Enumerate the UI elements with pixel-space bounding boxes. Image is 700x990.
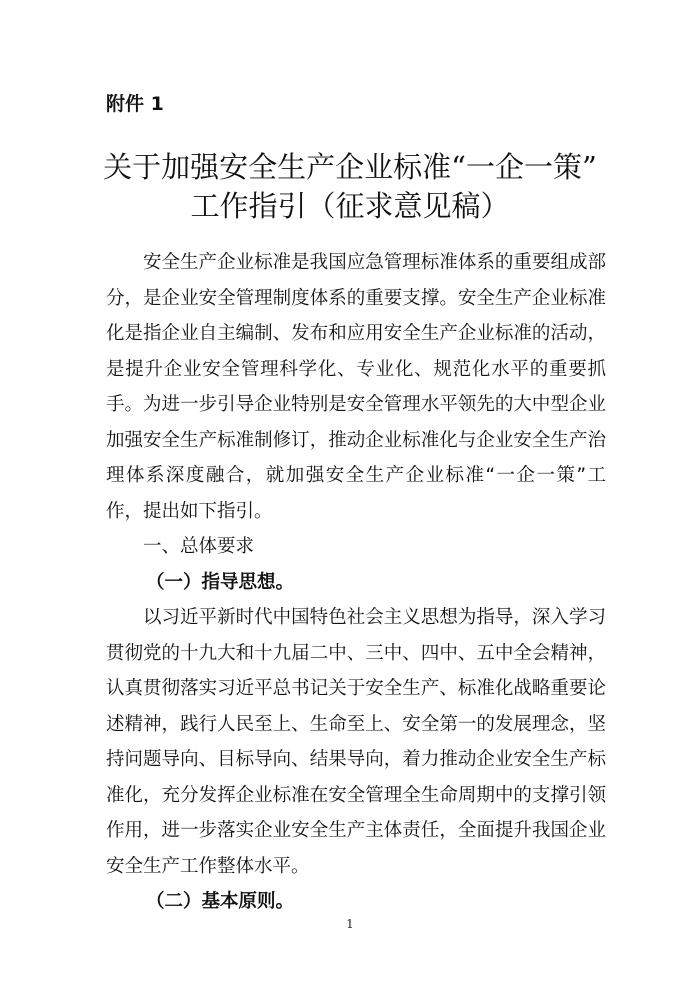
guiding-ideology-paragraph: 以习近平新时代中国特色社会主义思想为指导，深入学习贯彻党的十九大和十九届二中、三中、四中、五中全会精神，认真贯彻落实习近平总书记关于安全生产、标准化战略重要论述精神，践行人民至上、生命至上、安全第一的发展理念，坚持问题导向、目标导向、结果导向，着力推动企业安全生产标准化，充分发挥企业标准在安全管理全生命周期中的支撑引领作用，进一步落实企业安全生产主体责任，全面提升我国企业安全生产工作整体水平。 [106,607,606,877]
section-heading-general-requirements: 一、总体要求 [143,536,255,557]
document-body [106,245,606,920]
subsection-heading-guiding-ideology: （一）指导思想。 [146,571,295,593]
intro-paragraph: 安全生产企业标准是我国应急管理标准体系的重要组成部分，是企业安全管理制度体系的重要支撑。安全生产企业标准化是指企业自主编制、发布和应用安全生产企业标准的活动，是提升企业安全管理科学化、专业化、规范化水平的重要抓手。为进一步引导企业特别是安全管理水平领先的大中型企业加强安全生产标准制修订，推动企业标准化与企业安全生产治理体系深度融合，就加强安全生产企业标准“一企一策”工作，提出如下指引。 [106,252,606,522]
subsection-heading-basic-principles: （二）基本原则。 [146,891,295,912]
page-number: 1 [346,917,354,931]
document-title-line-2: 工作指引（征求意见稿） [190,189,510,223]
document-title-line-1: 关于加强安全生产企业标准“一企一策” [103,150,597,184]
annex-label: 附件 1 [106,93,164,115]
